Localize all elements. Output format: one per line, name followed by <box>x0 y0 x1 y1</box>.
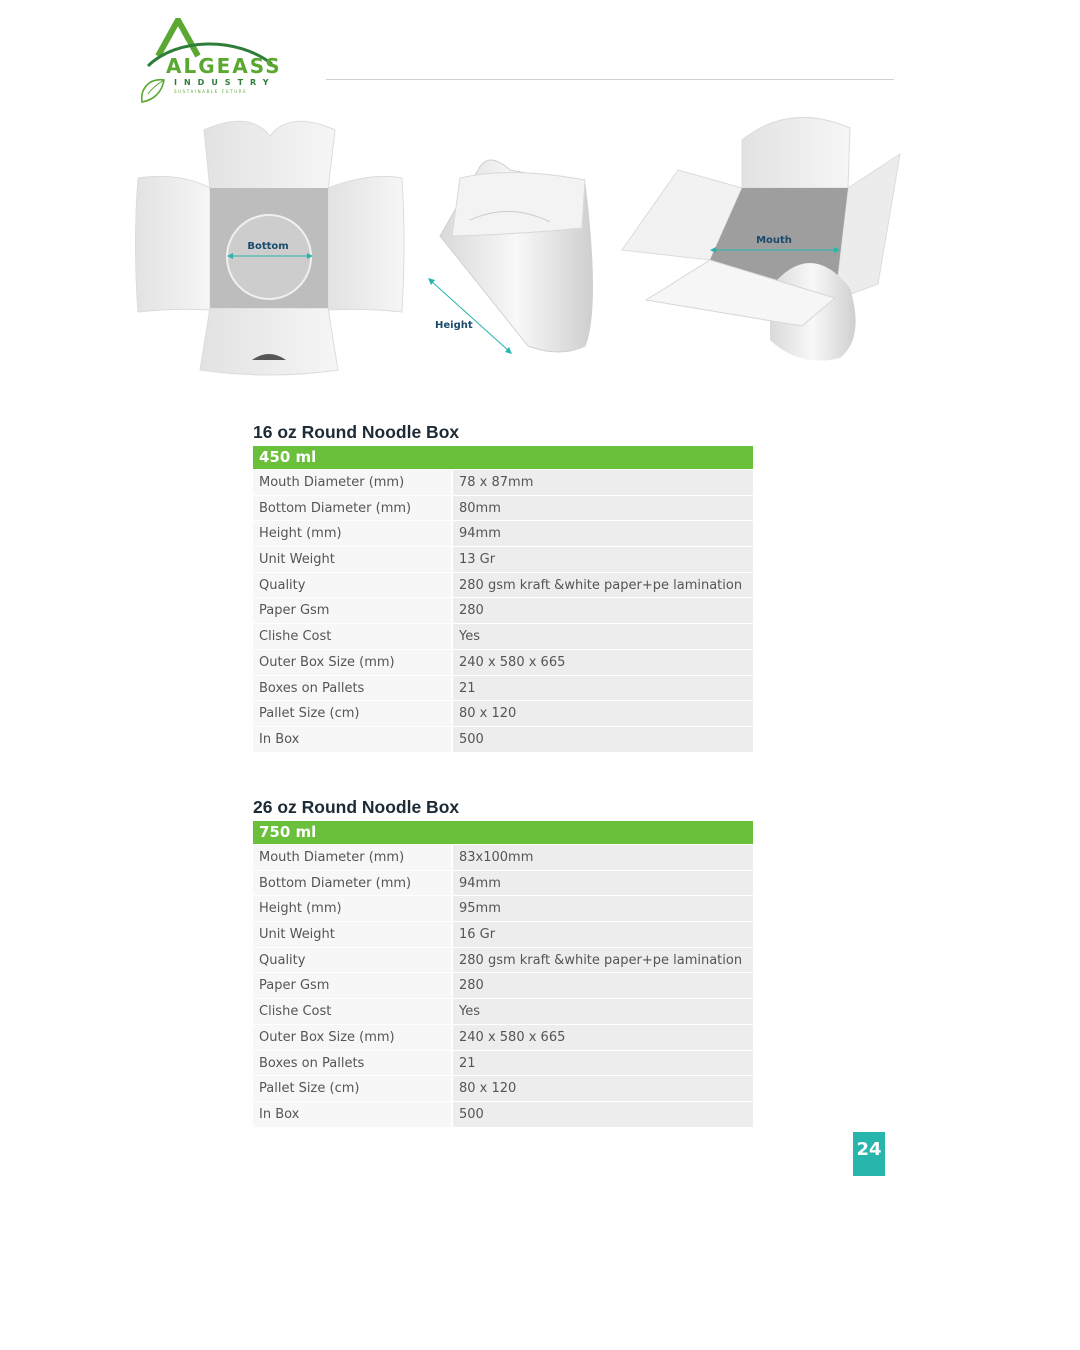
row-label: Unit Weight <box>253 922 451 947</box>
row-value: 78 x 87mm <box>453 470 753 495</box>
row-value: 240 x 580 x 665 <box>453 1025 753 1050</box>
label-height: Height <box>435 320 473 331</box>
row-value: 80 x 120 <box>453 701 753 726</box>
table-row <box>253 998 753 1024</box>
table-row <box>253 1101 753 1127</box>
table-row <box>253 623 753 649</box>
row-value: 94mm <box>453 871 753 896</box>
row-label: Boxes on Pallets <box>253 676 451 701</box>
table-row <box>253 597 753 623</box>
row-label: Height (mm) <box>253 896 451 921</box>
row-label: Unit Weight <box>253 547 451 572</box>
row-value: Yes <box>453 999 753 1024</box>
row-value: 80mm <box>453 496 753 521</box>
label-bottom: Bottom <box>247 241 289 252</box>
table-row <box>253 870 753 896</box>
row-label: Outer Box Size (mm) <box>253 1025 451 1050</box>
spec-capacity-header: 450 ml <box>253 446 753 469</box>
header-divider <box>326 79 894 80</box>
row-value: 95mm <box>453 896 753 921</box>
table-row <box>253 572 753 598</box>
row-value: 240 x 580 x 665 <box>453 650 753 675</box>
table-row <box>253 1050 753 1076</box>
brand-logo <box>136 18 281 106</box>
spec-title: 16 oz Round Noodle Box <box>253 422 460 442</box>
table-row <box>253 844 753 870</box>
table-row <box>253 1075 753 1101</box>
row-label: Paper Gsm <box>253 973 451 998</box>
label-mouth: Mouth <box>756 235 792 246</box>
row-label: Clishe Cost <box>253 624 451 649</box>
table-row <box>253 520 753 546</box>
row-label: Boxes on Pallets <box>253 1051 451 1076</box>
row-label: Quality <box>253 948 451 973</box>
row-label: Clishe Cost <box>253 999 451 1024</box>
table-row <box>253 675 753 701</box>
brand-tagline: SUSTAINABLE FUTURE <box>174 89 248 94</box>
row-value: 500 <box>453 1102 753 1127</box>
row-value: 280 gsm kraft &white paper+pe lamination <box>453 573 753 598</box>
open-box <box>622 117 900 360</box>
page-number: 24 <box>853 1132 885 1176</box>
row-value: 16 Gr <box>453 922 753 947</box>
table-row <box>253 469 753 495</box>
table-row <box>253 972 753 998</box>
row-value: 13 Gr <box>453 547 753 572</box>
spec-table-26oz <box>253 795 753 1127</box>
table-row <box>253 726 753 752</box>
row-value: 21 <box>453 676 753 701</box>
row-value: Yes <box>453 624 753 649</box>
table-row <box>253 947 753 973</box>
table-row <box>253 546 753 572</box>
row-value: 80 x 120 <box>453 1076 753 1101</box>
table-row <box>253 895 753 921</box>
table-row <box>253 1024 753 1050</box>
row-label: Height (mm) <box>253 521 451 546</box>
row-label: Outer Box Size (mm) <box>253 650 451 675</box>
folded-box-side <box>428 160 593 354</box>
row-value: 94mm <box>453 521 753 546</box>
table-row <box>253 649 753 675</box>
row-label: Pallet Size (cm) <box>253 701 451 726</box>
table-row <box>253 921 753 947</box>
row-label: In Box <box>253 727 451 752</box>
row-label: Paper Gsm <box>253 598 451 623</box>
row-label: Quality <box>253 573 451 598</box>
table-row <box>253 700 753 726</box>
unfolded-box <box>136 121 405 375</box>
brand-subtitle: INDUSTRY <box>174 78 276 87</box>
row-value: 500 <box>453 727 753 752</box>
row-label: In Box <box>253 1102 451 1127</box>
row-label: Bottom Diameter (mm) <box>253 496 451 521</box>
row-value: 280 <box>453 598 753 623</box>
spec-table-16oz <box>253 420 753 752</box>
row-label: Pallet Size (cm) <box>253 1076 451 1101</box>
table-row <box>253 495 753 521</box>
row-label: Mouth Diameter (mm) <box>253 845 451 870</box>
row-label: Mouth Diameter (mm) <box>253 470 451 495</box>
spec-title: 26 oz Round Noodle Box <box>253 797 460 817</box>
row-value: 83x100mm <box>453 845 753 870</box>
row-value: 280 <box>453 973 753 998</box>
noodle-box-illustration <box>130 108 910 388</box>
spec-capacity-header: 750 ml <box>253 821 753 844</box>
row-value: 280 gsm kraft &white paper+pe lamination <box>453 948 753 973</box>
brand-name: ALGEASS <box>166 54 282 78</box>
row-value: 21 <box>453 1051 753 1076</box>
row-label: Bottom Diameter (mm) <box>253 871 451 896</box>
